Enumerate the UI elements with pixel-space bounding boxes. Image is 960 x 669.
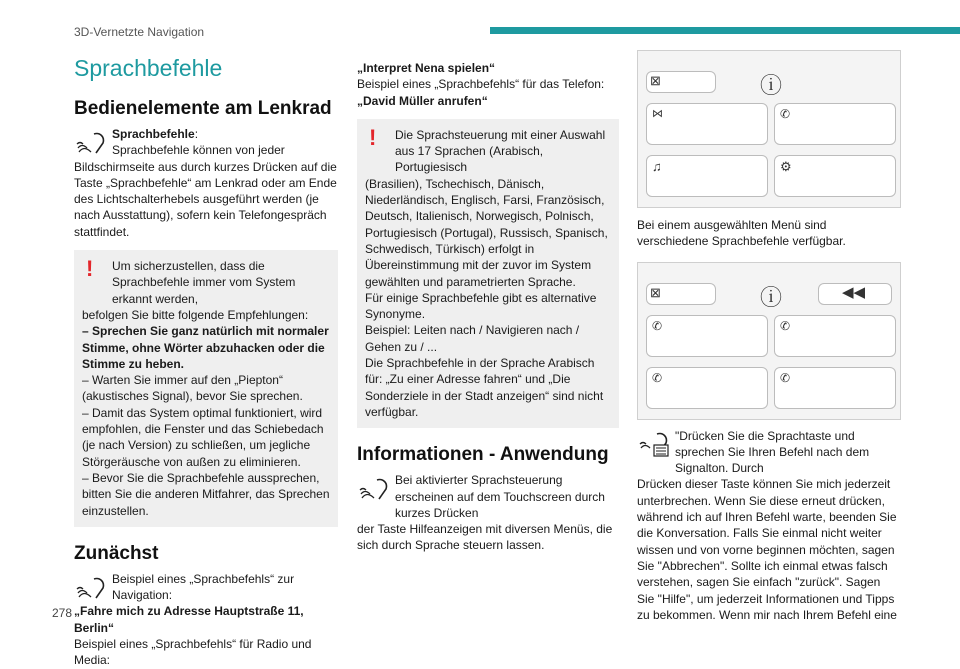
warn-text-d: – Warten Sie immer auf den „Piepton“ (akustisches Signal), bevor Sie sprechen. [82,373,303,404]
voice-text-b: Bildschirmseite aus durch kurzes Drücken auf die Taste „Sprachbefehle“ am Lenkrad oder am Ende des Lichtschalterhebels ausgeführt werden (je nach Ausstattung), sofern kein Telefongespräch stattfindet. [74,159,337,239]
phone-icon: ✆ [780,318,791,333]
info-block [357,472,619,553]
menu-tile [774,103,896,145]
voice-command-icon [357,474,391,502]
column-3 [637,50,900,623]
page-title: Sprachbefehle [74,55,223,81]
warning-icon: ! [369,124,377,150]
lang-text-a: Die Sprachsteuerung mit einer Auswahl aus 17 Sprachen (Arabisch, Portugiesisch [395,127,606,175]
lang-text-d: Beispiel: Leiten nach / Navigieren nach / Gehen zu / ... [365,323,580,354]
lang-text-b: (Brasilien), Tschechisch, Dänisch, Niederländisch, Englisch, Farsi, Französisch, Deutsch, Italienisch, Norwegisch, Polnisch, Portugiesisch (Portugal), Russisch, Spanisch, Schwedisch, Türkisch) erfolgt in Übereinstimmung mit der zuvor im System gewählten und parametrierten Sprache. [365,176,608,289]
heading-first: Zunächst [74,542,159,564]
voice-help-icon [637,430,671,458]
menu-tile [646,367,768,409]
music-icon: ♫ [652,159,662,174]
first-block [74,571,338,669]
column-1 [74,55,338,669]
first-text-a: Beispiel eines „Sprachbefehls“ zur Navigation: [112,571,295,603]
warn-text-b: befolgen Sie bitte folgende Empfehlungen: [82,307,309,322]
warn-text-f: – Bevor Sie die Sprachbefehle aussprechen, bitten Sie die anderen Mitfahrer, das Sprechen einzustellen. [82,470,330,518]
navigation-icon: ⋈ [652,108,663,120]
warning-icon: ! [86,256,94,282]
voice-command-block [74,126,338,240]
menu-tile [646,103,768,145]
example-phone-intro: Beispiel eines „Sprachbefehls“ für das Telefon: [357,77,605,92]
phone-icon: ✆ [780,107,791,121]
phone-icon: ✆ [652,370,663,385]
heading-info: Informationen - Anwendung [357,444,609,466]
voice-text-a: Sprachbefehle können von jeder [112,143,285,158]
menu-tile [774,367,896,409]
settings-icon: ⚙ [780,159,792,174]
quote-block [637,428,900,624]
example-artist: „Interpret Nena spielen“ [357,61,496,75]
menu-tile [646,315,768,357]
voice-command-icon [74,128,108,156]
info-text-b: der Taste Hilfeanzeigen mit diversen Menüs, die sich durch Sprache steuern lassen. [357,522,613,553]
close-icon: ⊠ [650,284,661,300]
column-2 [357,60,619,554]
phone-icon: ✆ [652,318,663,333]
screen-illustration-1 [637,50,901,208]
screen-caption: Bei einem ausgewählten Menü sind verschiedene Sprachbefehle verfügbar. [637,218,846,249]
screen-illustration-2 [637,262,901,420]
example-phone: „David Müller anrufen“ [357,93,488,108]
warn-text-a: Um sicherzustellen, dass die Sprachbefehle immer vom System erkannt werden, [112,259,296,306]
voice-colon: : [194,127,199,141]
quote-text-b: Drücken dieser Taste können Sie mich jederzeit unterbrechen. Wenn Sie diese erneut drücken, während ich auf Ihren Befehl warte, beenden Sie die Konversation. Falls Sie einmal nicht weiter wissen und von vorne beginnen möchten, sagen Sie "Abbrechen". Sollte ich einmal etwas falsch verstehen, sagen Sie einfach "zurück". Sagen Sie "Hilfe", um jederzeit Informationen und Tipps zu bekommen. Wenn mir nach Ihrem Befehl eine [637,477,897,622]
languages-box [357,119,619,428]
heading-steering-controls: Bedienelemente am Lenkrad [74,98,332,119]
running-header: 3D-Vernetzte Navigation [74,25,205,39]
menu-tile [774,155,896,197]
recommendation-box [74,250,338,527]
menu-tile [774,315,896,357]
info-text-a: Bei aktivierter Sprachsteuerung erscheinen auf dem Touchscreen durch kurzes Drücken [395,473,605,520]
lang-text-e: Die Sprachbefehle in der Sprache Arabisch für: „Zu einer Adresse fahren“ und „Die Sonderziele in der Stadt anzeigen“ sind nicht verfügbar. [365,356,604,419]
menu-tile [646,155,768,197]
close-icon: ⊠ [650,73,661,88]
phone-icon: ✆ [780,370,791,385]
voice-label: Sprachbefehle [112,127,195,141]
quote-text-a: "Drücken Sie die Sprachtaste und sprechen Sie Ihren Befehl nach dem Signalton. Durch [675,428,870,476]
header-accent-bar [490,27,960,34]
first-text-c: Beispiel eines „Sprachbefehls“ für Radio und Media: [74,637,312,668]
info-icon: ⓘ [760,73,783,98]
voice-command-icon [74,573,108,601]
back-icon: ◀◀ [842,283,866,301]
warn-text-c: – Sprechen Sie ganz natürlich mit normaler Stimme, ohne Wörter abzuhacken oder die Stimme zu heben. [82,324,329,371]
info-icon: ⓘ [760,284,783,310]
first-text-b: „Fahre mich zu Adresse Hauptstraße 11, Berlin“ [74,604,304,635]
lang-text-c: Für einige Sprachbefehle gibt es alternative Synonyme. [365,290,597,322]
page-number: 278 [52,606,73,620]
warn-text-e: – Damit das System optimal funktioniert, wird empfohlen, die Fenster und das Schiebedach (je nach Version) zu schließen, um jegliche Störgeräusche von außen zu eliminieren. [82,405,324,469]
